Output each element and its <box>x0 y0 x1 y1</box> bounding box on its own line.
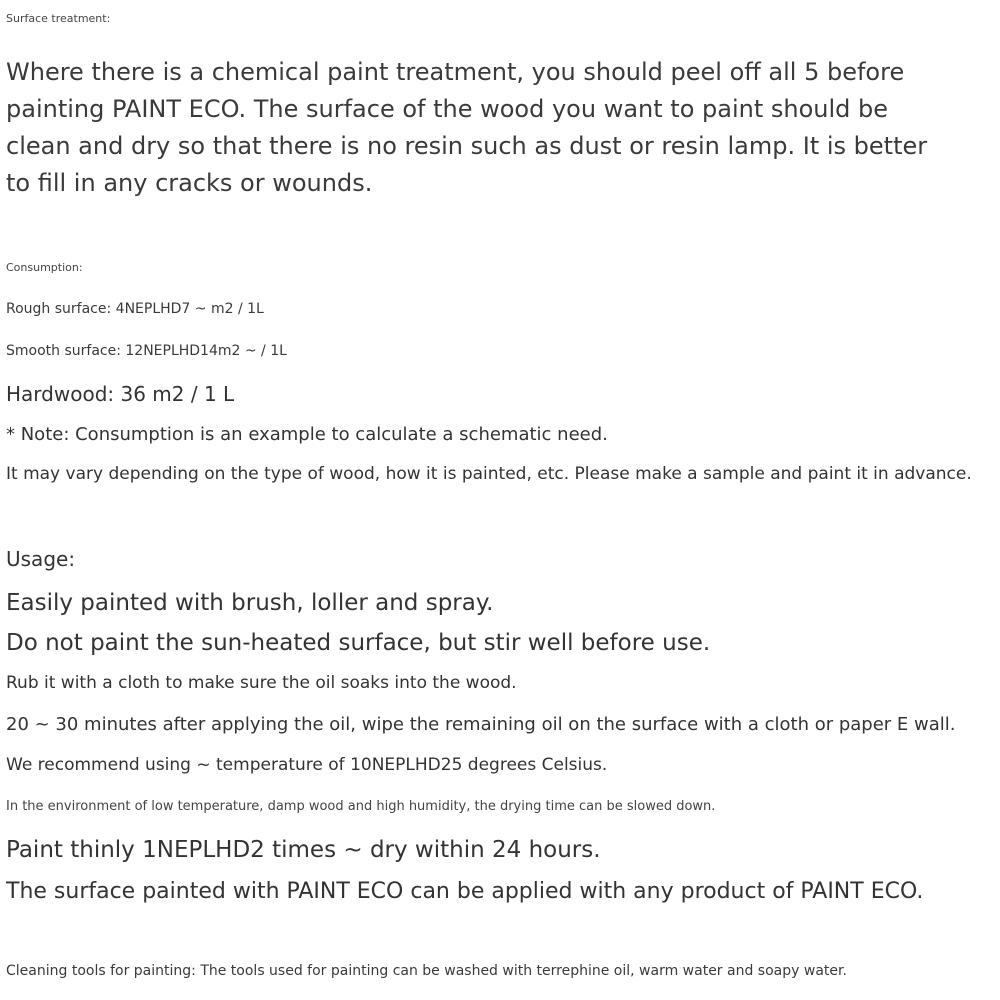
usage-rub: Rub it with a cloth to make sure the oil soaks into the wood. <box>6 673 517 693</box>
consumption-smooth-surface: Smooth surface: 12NEPLHD14m2 ~ / 1L <box>6 343 287 359</box>
consumption-heading: Consumption: <box>6 261 83 274</box>
surface-treatment-paragraph <box>6 54 927 202</box>
usage-wipe: 20 ~ 30 minutes after applying the oil, wipe the remaining oil on the surface with a cloth or paper E wall. <box>6 714 956 735</box>
consumption-note: * Note: Consumption is an example to calculate a schematic need. <box>6 424 608 445</box>
surface-treatment-line: Where there is a chemical paint treatment, you should peel off all 5 before <box>6 58 905 86</box>
consumption-vary-text: It may vary depending on the type of wood, how it is painted, etc. Please make a sample and paint it in advance. <box>6 464 972 484</box>
consumption-hardwood: Hardwood: 36 m2 / 1 L <box>6 382 235 406</box>
usage-thin: Paint thinly 1NEPLHD2 times ~ dry within 24 hours. <box>6 837 601 863</box>
surface-treatment-line: to fill in any cracks or wounds. <box>6 169 373 197</box>
surface-treatment-heading: Surface treatment: <box>6 12 111 25</box>
usage-stir: Do not paint the sun-heated surface, but stir well before use. <box>6 630 711 656</box>
consumption-rough-surface: Rough surface: 4NEPLHD7 ~ m2 / 1L <box>6 301 264 317</box>
surface-treatment-line: clean and dry so that there is no resin such as dust or resin lamp. It is better <box>6 132 928 160</box>
surface-treatment-line: painting PAINT ECO. The surface of the wood you want to paint should be <box>6 95 889 123</box>
usage-brush: Easily painted with brush, loller and spray. <box>6 590 494 616</box>
usage-environment: In the environment of low temperature, damp wood and high humidity, the drying time can be slowed down. <box>6 799 716 814</box>
cleaning-text: Cleaning tools for painting: The tools used for painting can be washed with terrephine oil, warm water and soapy water. <box>6 963 847 979</box>
usage-product: The surface painted with PAINT ECO can be applied with any product of PAINT ECO. <box>6 879 924 904</box>
usage-heading: Usage: <box>6 547 76 571</box>
usage-temperature: We recommend using ~ temperature of 10NEPLHD25 degrees Celsius. <box>6 755 608 775</box>
